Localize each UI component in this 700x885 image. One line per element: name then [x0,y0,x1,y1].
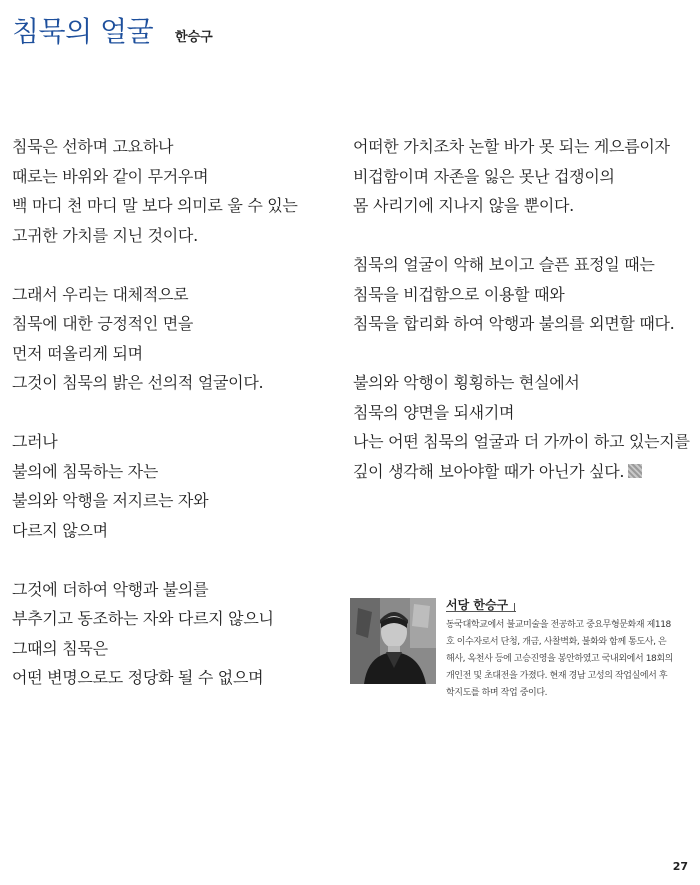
poem-line: 불의와 악행이 횡횡하는 현실에서 [353,373,580,392]
poem-line: 나는 어떤 침묵의 얼굴과 더 가까이 하고 있는지를 [353,432,690,451]
bio-name: 서당 한승구 [446,598,509,612]
poem-line: 불의에 침묵하는 자는 [12,461,158,481]
poem-line: 백 마디 천 마디 말 보다 의미로 울 수 있는 [12,196,298,215]
poem-line-text: 깊이 생각해 보아야할 때가 아닌가 싶다. [353,461,625,481]
author-portrait-icon [350,598,436,684]
bio-line: 해사, 옥천사 등에 고승진영을 봉안하였고 국내외에서 18회의 [446,654,673,664]
stanza-gap [353,339,693,369]
bio-line: 호 이수자로서 단청, 개금, 사찰벽화, 불화와 함께 통도사, 은 [446,637,667,647]
poem-line: 다르지 않으며 [12,520,108,540]
poem-line: 그때의 침묵은 [12,638,108,658]
bio-text [446,617,694,702]
bio-line: 학지도를 하며 작업 중이다. [446,688,548,698]
end-mark-icon [628,464,642,478]
poem-line-last [353,457,693,487]
poem-title: 침묵의 얼굴 [12,15,154,48]
stanza-gap [12,545,347,575]
author-name: 한승구 [175,30,213,45]
poem-line: 어떠한 가치조차 논할 바가 못 되는 게으름이자 [353,137,670,156]
poem-right-column [353,132,693,486]
poem-line: 부추기고 동조하는 자와 다르지 않으니 [12,609,274,628]
stanza-gap [12,250,347,280]
bio-name-underline-tick [514,603,515,611]
poem-line: 때로는 바위와 같이 무거우며 [12,166,209,186]
stanza-gap [12,398,347,428]
poem-line: 침묵은 선하며 고요하나 [12,137,174,156]
poem-line: 먼저 떠올리게 되며 [12,343,143,363]
stanza-gap [353,221,693,251]
poem-line: 침묵의 양면을 되새기며 [353,402,515,422]
poem-line: 그것이 침묵의 밝은 선의적 얼굴이다. [12,373,264,392]
poem-line: 그것에 더하여 악행과 불의를 [12,579,209,599]
poem-line: 몸 사리기에 지나지 않을 뿐이다. [353,196,574,215]
poem-left-column [12,132,347,693]
poem-line: 침묵의 얼굴이 악해 보이고 슬픈 표정일 때는 [353,255,655,274]
poem-line: 그래서 우리는 대체적으로 [12,284,189,304]
author-photo [350,598,436,684]
poem-line: 그러나 [12,432,58,451]
page-number: 27 [672,860,688,873]
poem-line: 불의와 악행을 저지르는 자와 [12,491,209,510]
poem-line: 침묵을 합리화 하여 악행과 불의를 외면할 때다. [353,314,675,333]
poem-line: 고귀한 가치를 지닌 것이다. [12,225,198,245]
poem-line: 어떤 변명으로도 정당화 될 수 없으며 [12,668,264,687]
bio-line: 동국대학교에서 불교미술을 전공하고 중요무형문화재 제118 [446,620,671,630]
bio-line: 개인전 및 초대전을 가졌다. 현재 경남 고성의 작업실에서 후 [446,671,668,681]
poem-line: 비겁함이며 자존을 잃은 못난 겁쟁이의 [353,166,615,186]
poem-line: 침묵을 비겁함으로 이용할 때와 [353,284,565,304]
bio-name-underline [446,611,516,612]
poem-line: 침묵에 대한 긍정적인 면을 [12,314,194,333]
